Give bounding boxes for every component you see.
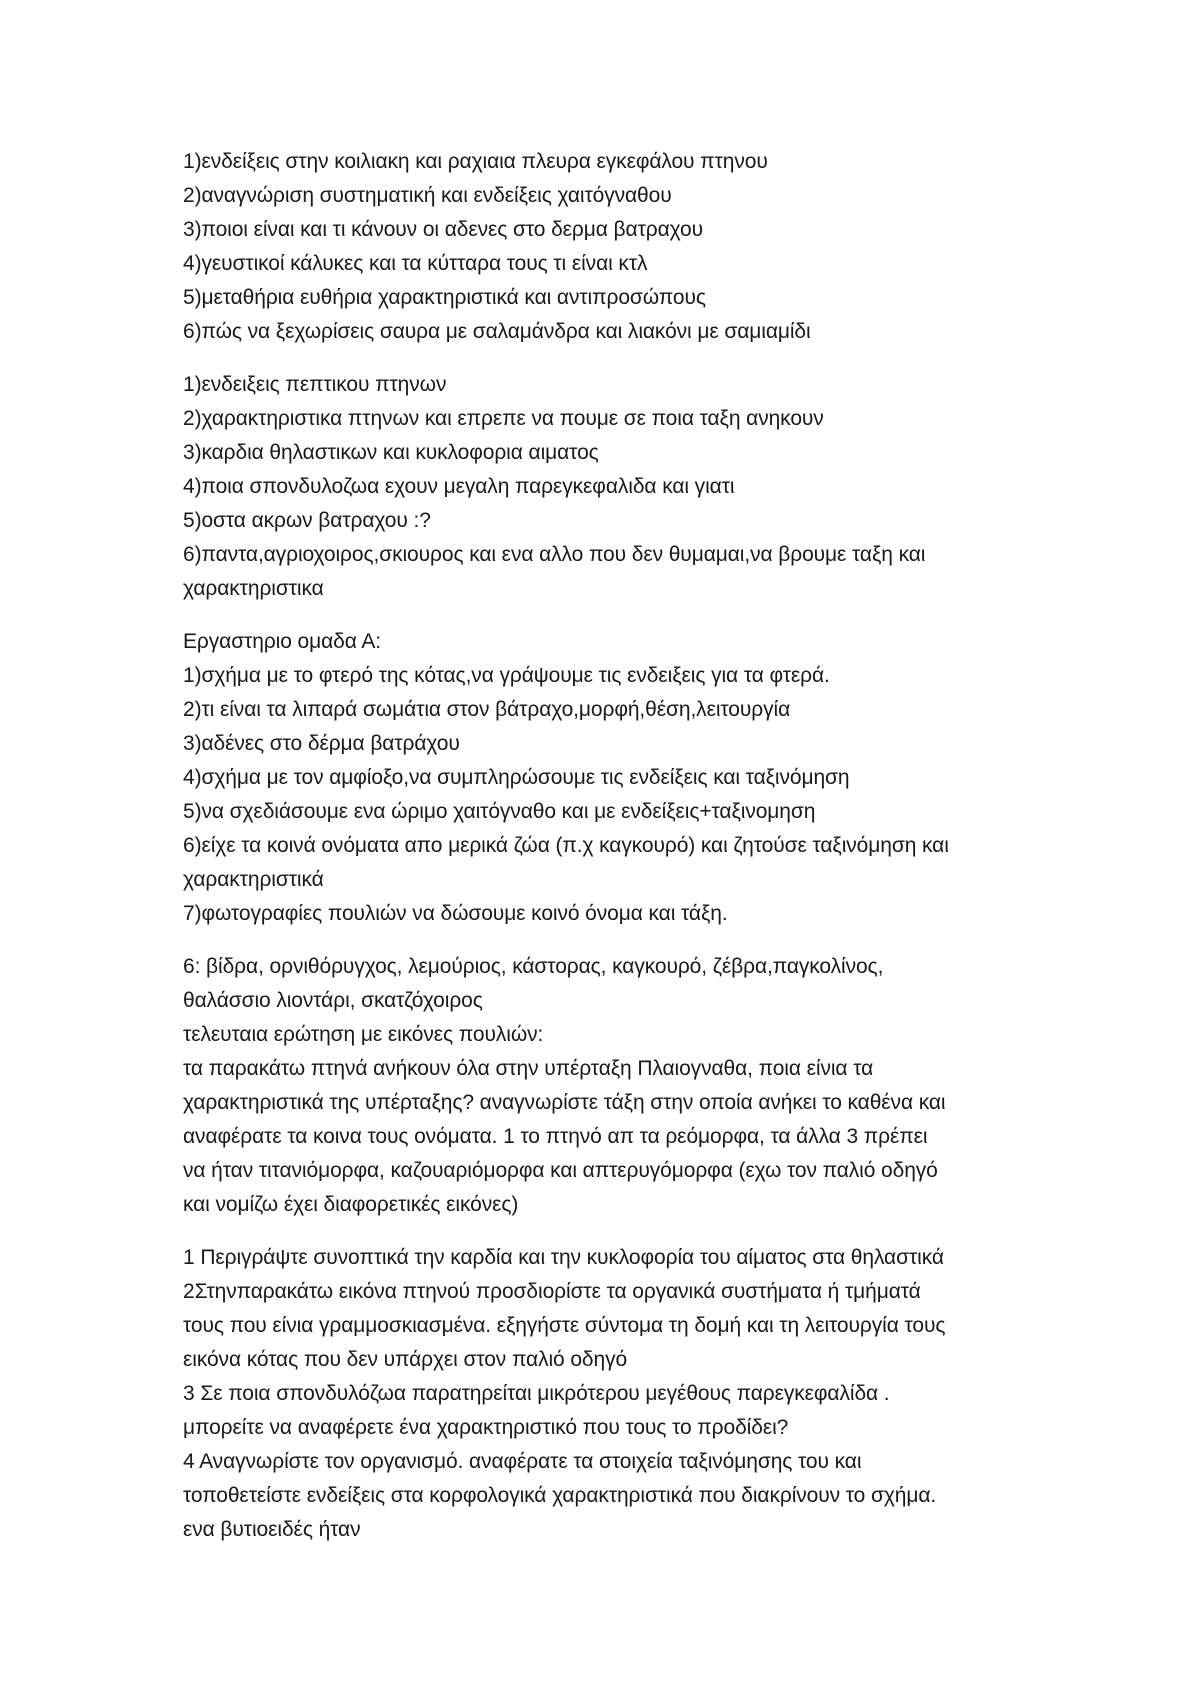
lab-group-a: [183, 625, 1063, 931]
text-line: 3)ποιοι είναι και τι κάνουν οι αδενες στο δερμα βατραχου: [183, 218, 703, 241]
animals-and-birds-note: [183, 950, 1063, 1222]
text-line: θαλάσσιο λιοντάρι, σκατζόχοιρος: [183, 989, 483, 1012]
question-list-3: [183, 1241, 1063, 1547]
text-line: 5)να σχεδιάσουμε ενα ώριμο χαιτόγναθο και με ενδείξεις+ταξινομηση: [183, 800, 816, 823]
text-line: 4)γευστικοί κάλυκες και τα κύτταρα τους τι είναι κτλ: [183, 252, 648, 275]
text-line: 6)πώς να ξεχωρίσεις σαυρα με σαλαμάνδρα και λιακόνι με σαμιαμίδι: [183, 320, 811, 343]
text-line: 5)οστα ακρων βατραχου :?: [183, 509, 431, 532]
text-line: 2)αναγνώριση συστηματική και ενδείξεις χαιτόγναθου: [183, 184, 672, 207]
text-line: τοποθετείστε ενδείξεις στα κορφολογικά χαρακτηριστικά που διακρίνουν το σχήμα.: [183, 1484, 937, 1507]
text-line: 5)μεταθήρια ευθήρια χαρακτηριστικά και αντιπροσώπους: [183, 286, 706, 309]
text-line: ενα βυτιοειδές ήταν: [183, 1518, 361, 1541]
text-line: τα παρακάτω πτηνά ανήκουν όλα στην υπέρταξη Πλαιογναθα, ποια είνια τα: [183, 1057, 874, 1080]
text-line: 3)αδένες στο δέρμα βατράχου: [183, 732, 460, 755]
text-line: μπορείτε να αναφέρετε ένα χαρακτηριστικό που τους το προδίδει?: [183, 1416, 789, 1439]
section-heading: Εργαστηριο ομαδα Α:: [183, 630, 382, 653]
text-line: 4 Αναγνωρίστε τον οργανισμό. αναφέρατε τα στοιχεία ταξινόμησης του και: [183, 1450, 862, 1473]
text-line: 1)σχήμα με το φτερό της κότας,να γράψουμε τις ενδειξεις για τα φτερά.: [183, 664, 830, 687]
text-line: 4)σχήμα με τον αμφίοξο,να συμπληρώσουμε τις ενδείξεις και ταξινόμηση: [183, 766, 850, 789]
text-line: χαρακτηριστικα: [183, 577, 324, 600]
text-line: χαρακτηριστικά: [183, 868, 324, 891]
text-line: 7)φωτογραφίες πουλιών να δώσουμε κοινό όνομα και τάξη.: [183, 902, 728, 925]
document-body: [183, 145, 1063, 1566]
text-line: να ήταν τιτανιόμορφα, καζουαριόμορφα και απτερυγόμορφα (εχω τον παλιό οδηγό: [183, 1159, 938, 1182]
text-line: 2)τι είναι τα λιπαρά σωμάτια στον βάτραχο,μορφή,θέση,λειτουργία: [183, 698, 791, 721]
text-line: τους που είνια γραμμοσκιασμένα. εξηγήστε σύντομα τη δομή και τη λειτουργία τους: [183, 1314, 946, 1337]
text-line: 4)ποια σπονδυλοζωα εχουν μεγαλη παρεγκεφαλιδα και γιατι: [183, 475, 735, 498]
text-line: 2)χαρακτηριστικα πτηνων και επρεπε να πουμε σε ποια ταξη ανηκουν: [183, 407, 824, 430]
text-line: 3 Σε ποια σπονδυλόζωα παρατηρείται μικρότερου μεγέθους παρεγκεφαλίδα .: [183, 1382, 890, 1405]
text-line: 6)παντα,αγριοχοιρος,σκιουρος και ενα αλλο που δεν θυμαμαι,να βρουμε ταξη και: [183, 543, 926, 566]
text-line: 6: βίδρα, ορνιθόρυγχος, λεμούριος, κάστορας, καγκουρό, ζέβρα,παγκολίνος,: [183, 955, 884, 978]
text-line: αναφέρατε τα κοινα τους ονόματα. 1 το πτηνό απ τα ρεόμορφα, τα άλλα 3 πρέπει: [183, 1125, 928, 1148]
text-line: 1)ενδείξεις στην κοιλιακη και ραχιαια πλευρα εγκεφάλου πτηνου: [183, 150, 768, 173]
text-line: και νομίζω έχει διαφορετικές εικόνες): [183, 1193, 519, 1216]
question-list-2: [183, 368, 1063, 606]
text-line: εικόνα κότας που δεν υπάρχει στον παλιό οδηγό: [183, 1348, 628, 1371]
text-line: 6)είχε τα κοινά ονόματα απο μερικά ζώα (π.χ καγκουρό) και ζητούσε ταξινόμηση και: [183, 834, 949, 857]
text-line: 3)καρδια θηλαστικων και κυκλοφορια αιματος: [183, 441, 599, 464]
question-list-1: [183, 145, 1063, 349]
text-line: 2Στηνπαρακάτω εικόνα πτηνού προσδιορίστε τα οργανικά συστήματα ή τμήματά: [183, 1280, 921, 1303]
text-line: χαρακτηριστικά της υπέρταξης? αναγνωρίστε τάξη στην οποία ανήκει το καθένα και: [183, 1091, 946, 1114]
text-line: τελευταια ερώτηση με εικόνες πουλιών:: [183, 1023, 544, 1046]
text-line: 1 Περιγράψτε συνοπτικά την καρδία και την κυκλοφορία του αίματος στα θηλαστικά: [183, 1246, 944, 1269]
text-line: 1)ενδειξεις πεπτικου πτηνων: [183, 373, 447, 396]
